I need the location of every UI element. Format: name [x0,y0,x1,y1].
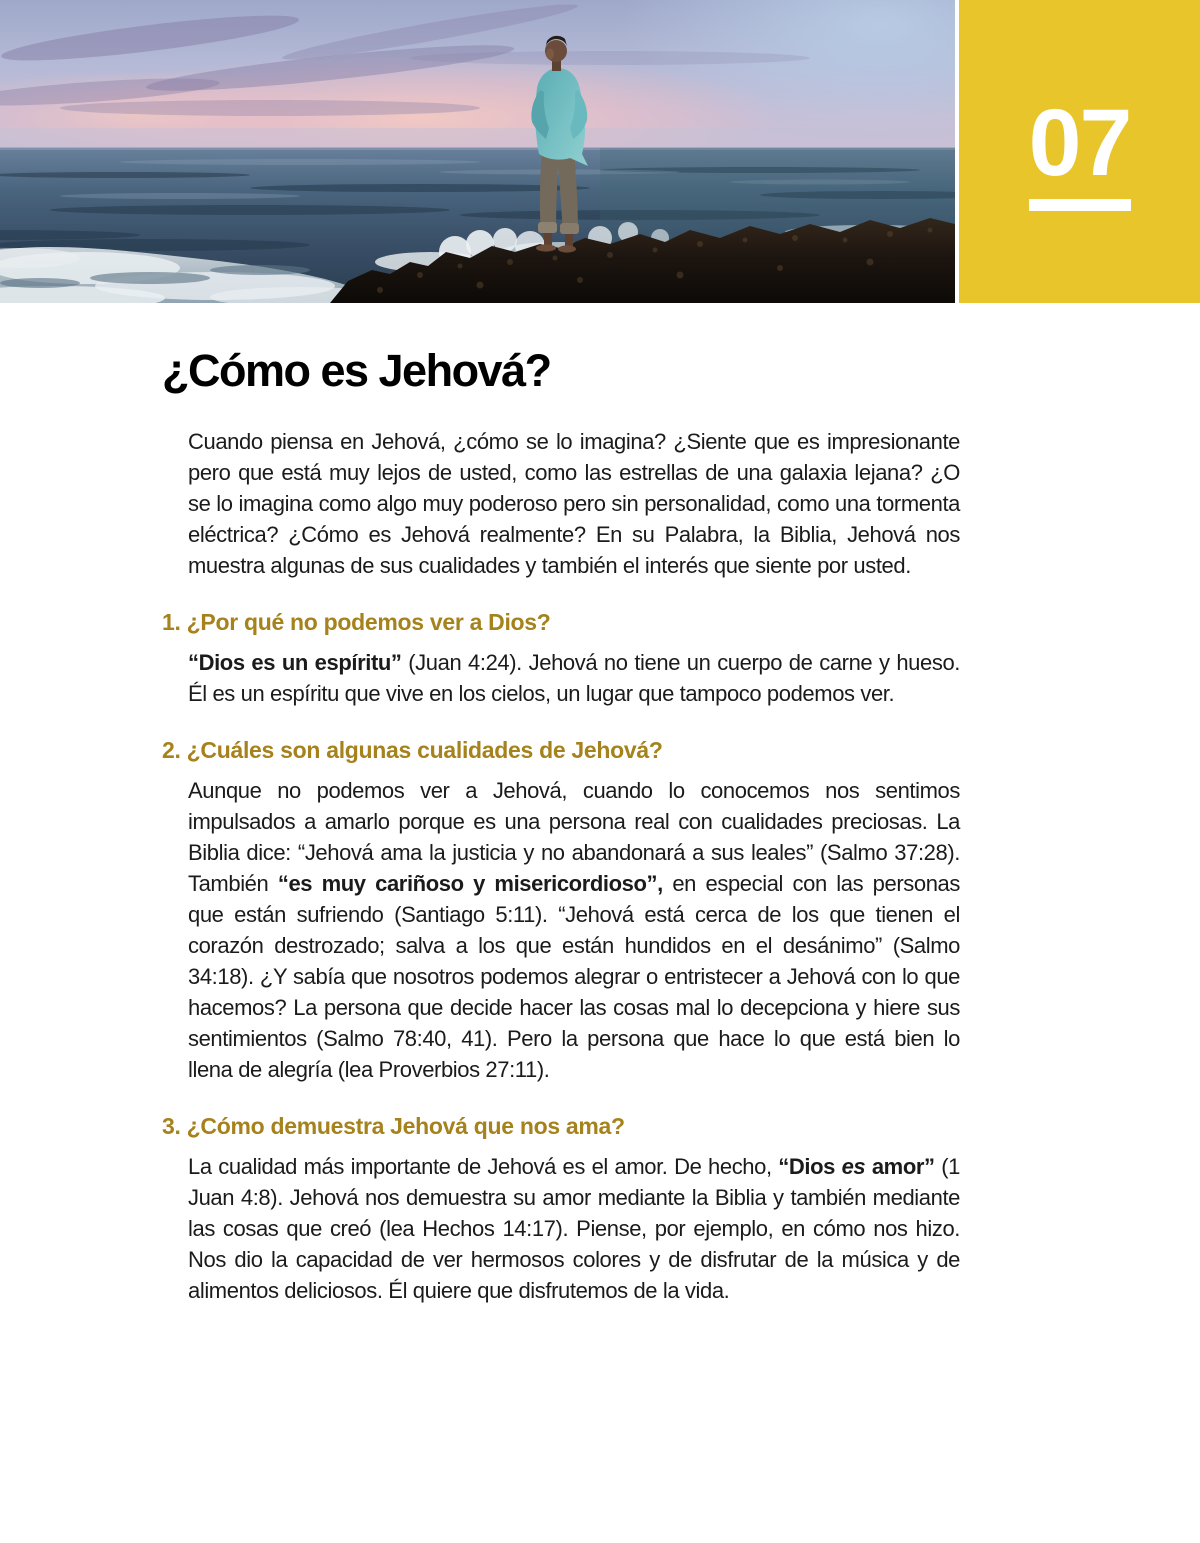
answer-segment: “es muy cariñoso y misericordioso”, [277,870,663,896]
intro-paragraph: Cuando piensa en Jehová, ¿cómo se lo imagina? ¿Siente que es impresionante pero que está muy lejos de usted, como las estrellas de una galaxia lejana? ¿O se lo imagina como algo muy poderoso pero sin personalidad, como una tormenta eléctrica? ¿Cómo es Jehová realmente? En su Palabra, la Biblia, Jehová nos muestra algunas de sus cualidades y también el interés que siente por usted. [188,428,960,578]
lesson-content [162,347,960,1306]
answer-segment: (1 Juan 4:8). Jehová nos demuestra su amor mediante la Biblia y también mediante las cosas que creó (lea Hechos 14:17). Piense, por ejemplo, en cómo nos hizo. Nos dio la capacidad de ver hermosos colores y de disfrutar de la música y de alimentos deliciosos. Él quiere que disfrutemos de la vida. [188,1153,961,1303]
answer-segment: amor” [865,1153,935,1179]
question-3-heading: 3. ¿Cómo demuestra Jehová que nos ama? [162,1112,625,1139]
answer-segment: La cualidad más importante de Jehová es el amor. De hecho, [188,1153,779,1179]
chapter-underline-bar [1029,199,1131,211]
chapter-badge [959,0,1200,303]
page-title: ¿Cómo es Jehová? [162,345,551,396]
question-section-1 [162,608,960,709]
chapter-number: 07 [1028,90,1131,197]
question-2-heading: 2. ¿Cuáles son algunas cualidades de Jehová? [162,736,663,763]
question-1-answer [188,647,960,709]
question-2-answer [188,775,960,1085]
question-section-3 [162,1112,960,1306]
sea-sunset-photo-illustration [0,0,955,303]
question-3-answer [188,1151,960,1306]
answer-segment: (Juan 4:24). Jehová no tiene un cuerpo de carne y hueso. Él es un espíritu que vive en los cielos, un lugar que tampoco podemos ver. [188,649,960,706]
answer-segment: en especial con las personas que están sufriendo (Santiago 5:11). “Jehová está cerca de los que tienen el corazón destrozado; salva a los que están hundidos en el desánimo” (Salmo 34:18). ¿Y sabía que nosotros podemos alegrar o entristecer a Jehová con lo que hacemos? La persona que decide hacer las cosas mal lo decepciona y hiere sus sentimientos (Salmo 78:40, 41). Pero la persona que hace lo que está bien lo llena de alegría (lea Proverbios 27:11). [188,870,960,1082]
hero-photo [0,0,955,303]
answer-segment: “Dios [778,1153,842,1179]
answer-segment: es [841,1153,866,1179]
hero-header [0,0,1200,303]
question-1-heading: 1. ¿Por qué no podemos ver a Dios? [162,608,551,635]
question-section-2 [162,736,960,1085]
answer-segment: Aunque no podemos ver a Jehová, cuando lo conocemos nos sentimos impulsados a amarlo porque es una persona real con cualidades preciosas. La Biblia dice: “Jehová ama la justicia y no abandonará a sus leales” (Salmo 37:28). También [188,777,960,896]
answer-segment: “Dios es un espíritu” [188,649,402,675]
